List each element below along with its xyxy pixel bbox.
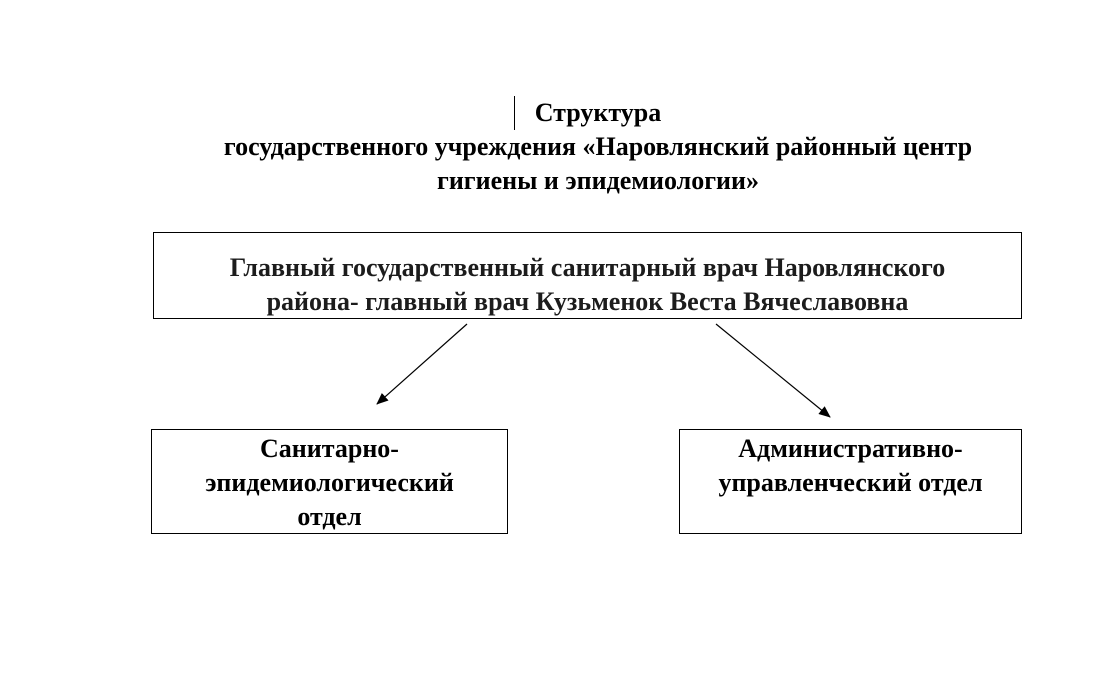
title-line-1: Структура xyxy=(534,98,662,127)
title-line-2: государственного учреждения «Наровлянский районный центр xyxy=(223,132,973,161)
administrative-management-dept-box xyxy=(679,429,1022,534)
arrow-to-admin-dept xyxy=(716,324,830,417)
title-line-3: гигиены и эпидемиологии» xyxy=(437,166,759,195)
arrow-to-sanitary-dept xyxy=(377,324,467,404)
sanitary-dept-line-2: эпидемиологический xyxy=(205,468,454,497)
sanitary-dept-line-3: отдел xyxy=(297,502,362,531)
admin-dept-line-1: Административно- xyxy=(738,434,963,463)
head-doctor-line-1: Главный государственный санитарный врач Наровлянского xyxy=(229,253,946,282)
head-doctor-line-2: района- главный врач Кузьменок Веста Вячеславовна xyxy=(266,287,909,316)
sanitary-epidemiological-dept-box xyxy=(151,429,508,534)
admin-dept-line-2: управленческий отдел xyxy=(718,468,983,497)
sanitary-dept-line-1: Санитарно- xyxy=(260,434,399,463)
